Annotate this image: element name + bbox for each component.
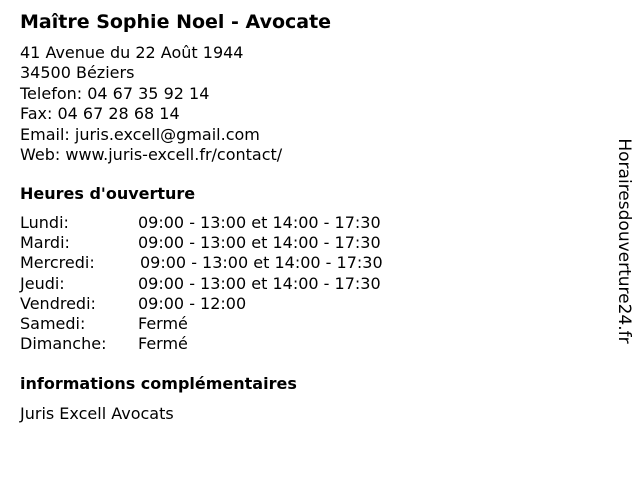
hours-row-sunday: [20, 334, 440, 354]
day-hours: 09:00 - 13:00 et 14:00 - 17:30: [138, 273, 381, 293]
opening-hours-table: [20, 213, 440, 354]
day-label: Mercredi:: [20, 253, 95, 273]
day-label: Samedi:: [20, 313, 86, 333]
phone-number: Telefon: 04 67 35 92 14: [20, 83, 210, 103]
day-hours: 09:00 - 13:00 et 14:00 - 17:30: [138, 233, 381, 253]
opening-hours-heading: Heures d'ouverture: [20, 184, 196, 203]
hours-row-friday: [20, 294, 440, 314]
address-street: 41 Avenue du 22 Août 1944: [20, 43, 244, 62]
day-hours: Fermé: [138, 313, 188, 333]
business-title: Maître Sophie Noel - Avocate: [20, 11, 332, 33]
day-label: Lundi:: [20, 213, 69, 232]
email-address: Email: juris.excell@gmail.com: [20, 124, 260, 144]
hours-row-thursday: [20, 274, 440, 294]
additional-info-text: Juris Excell Avocats: [20, 404, 174, 423]
fax-number: Fax: 04 67 28 68 14: [20, 104, 180, 124]
site-watermark: Horairesdouverture24.fr: [614, 138, 634, 344]
address-city: 34500 Béziers: [20, 63, 135, 83]
day-hours: 09:00 - 12:00: [138, 293, 247, 313]
day-hours: Fermé: [138, 334, 188, 354]
hours-row-saturday: [20, 314, 440, 334]
contact-block: [20, 43, 282, 165]
day-label: Mardi:: [20, 233, 70, 253]
hours-row-monday: [20, 213, 440, 233]
day-hours: 09:00 - 13:00 et 14:00 - 17:30: [140, 253, 383, 273]
day-label: Dimanche:: [20, 334, 107, 354]
hours-row-wednesday: [20, 253, 440, 273]
hours-row-tuesday: [20, 233, 440, 253]
additional-info-heading: informations complémentaires: [20, 374, 297, 393]
day-label: Jeudi:: [20, 273, 65, 293]
day-hours: 09:00 - 13:00 et 14:00 - 17:30: [138, 213, 381, 232]
website-address: Web: www.juris-excell.fr/contact/: [20, 144, 283, 164]
day-label: Vendredi:: [20, 293, 96, 313]
